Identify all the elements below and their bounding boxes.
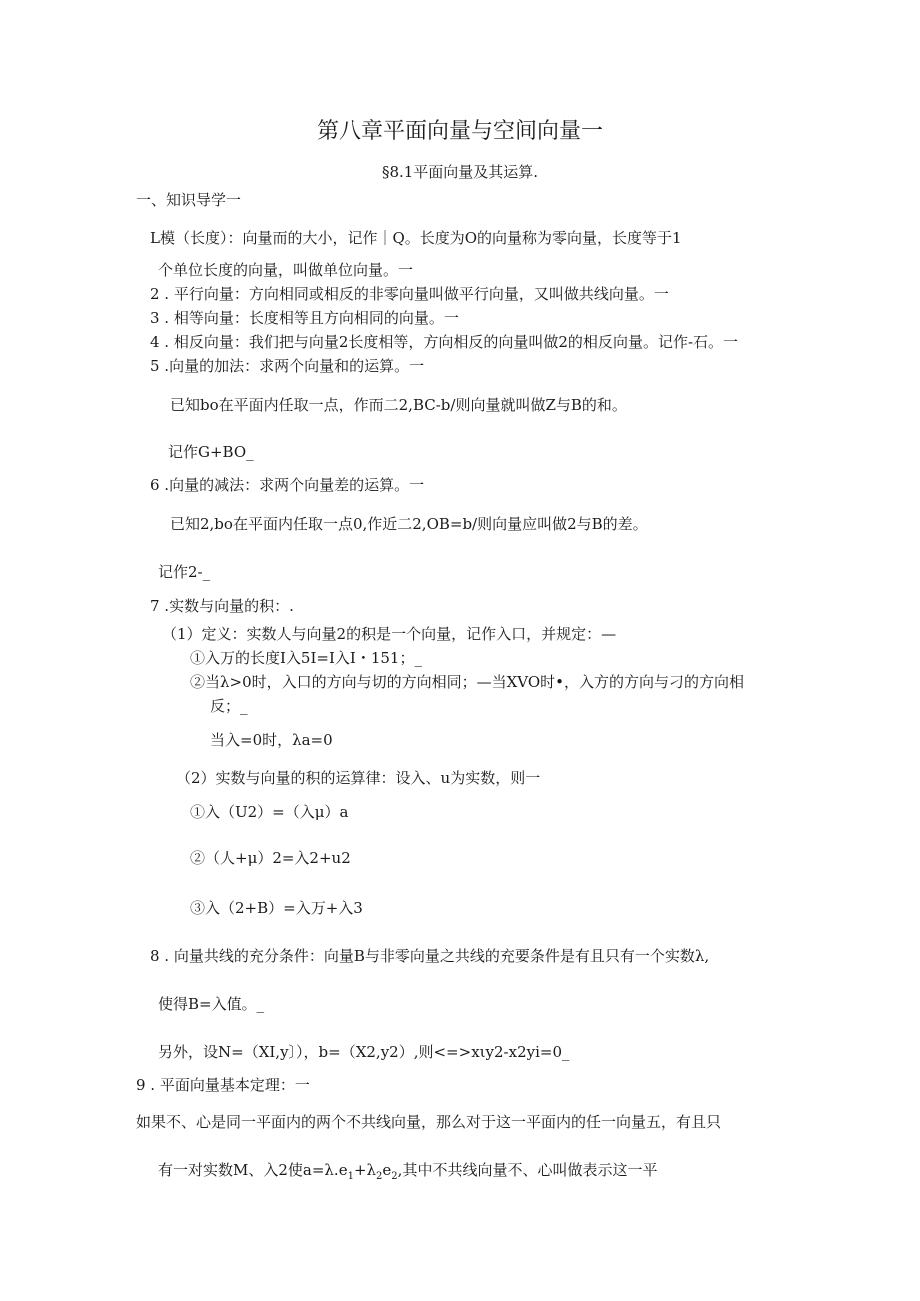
text-segment: ,其中不共线向量不、心叫做表示这一平 <box>397 1161 658 1179</box>
text-line: L模（长度）：向量而的大小，记作｜Q。长度为O的向量称为零向量，长度等于1 <box>150 229 682 247</box>
text-line: 记作G+BO_ <box>168 443 254 461</box>
text-line: 2 . 平行向量：方向相同或相反的非零向量叫做平行向量，又叫做共线向量。一 <box>150 285 669 303</box>
text-line: 反；_ <box>210 697 248 715</box>
text-line: （1）定义：实数人与向量2的积是一个向量，记作入口，并规定：— <box>162 625 617 643</box>
text-line: 记作2-_ <box>158 563 211 581</box>
section-heading: 一、知识导学一 <box>136 191 242 209</box>
text-line: ③入（2+B）=入万+入3 <box>190 899 363 917</box>
text-line: ②当λ>0时，入口的方向与切的方向相同；—当XVO时•，入方的方向与刁的方向相 <box>190 673 745 691</box>
section-subtitle: §8.1平面向量及其运算. <box>381 163 539 181</box>
text-line: 6 .向量的减法：求两个向量差的运算。一 <box>150 476 425 494</box>
text-line: ①入万的长度I入5I=I入I・151；_ <box>190 649 422 667</box>
subscript: 1 <box>347 1171 354 1182</box>
chapter-title: 第八章平面向量与空间向量一 <box>316 119 603 144</box>
text-line: 9 . 平面向量基本定理：一 <box>136 1076 310 1094</box>
text-line: 7 .实数与向量的积：. <box>150 597 294 615</box>
text-line: ①入（U2）=（入μ）a <box>190 803 349 821</box>
text-line: 另外，设N=（XI,y〕），b=（X2,y2）,则<=>xιy2-x2yi=0_ <box>158 1043 570 1061</box>
text-line: ②（人+μ）2=入2+u2 <box>190 849 351 867</box>
text-line: 8 . 向量共线的充分条件：向量B与非零向量之共线的充要条件是有且只有一个实数λ, <box>150 947 710 965</box>
text-line: 个单位长度的向量，叫做单位向量。一 <box>158 261 414 279</box>
text-segment: 有一对实数M、入2使a=λ.e <box>158 1161 348 1179</box>
text-line: 如果不、心是同一平面内的两个不共线向量，那么对于这一平面内的任一向量五，有且只 <box>136 1113 722 1131</box>
text-segment: e <box>382 1161 392 1179</box>
text-line: 5 .向量的加法：求两个向量和的运算。一 <box>150 357 425 375</box>
text-line: 当入=0时，λa=0 <box>210 731 333 749</box>
text-segment: +λ <box>353 1161 377 1179</box>
subscript: 2 <box>376 1171 383 1182</box>
subscript: 2 <box>391 1171 398 1182</box>
text-line: （2）实数与向量的积的运算律：设入、u为实数，则一 <box>176 769 541 787</box>
text-line: 使得B=入值。_ <box>158 995 265 1013</box>
text-line: 已知2,bo在平面内任取一点0,作近二2,OB=b/则向量应叫做2与B的差。 <box>170 515 648 533</box>
text-line: 4 . 相反向量：我们把与向量2长度相等，方向相反的向量叫做2的相反向量。记作-石。一 <box>150 333 739 351</box>
text-line-with-subscripts <box>158 1160 657 1187</box>
text-line: 已知bo在平面内任取一点，作而二2,BC-b/则向量就叫做Z与B的和。 <box>170 396 627 414</box>
text-line: 3 . 相等向量：长度相等且方向相同的向量。一 <box>150 309 459 327</box>
